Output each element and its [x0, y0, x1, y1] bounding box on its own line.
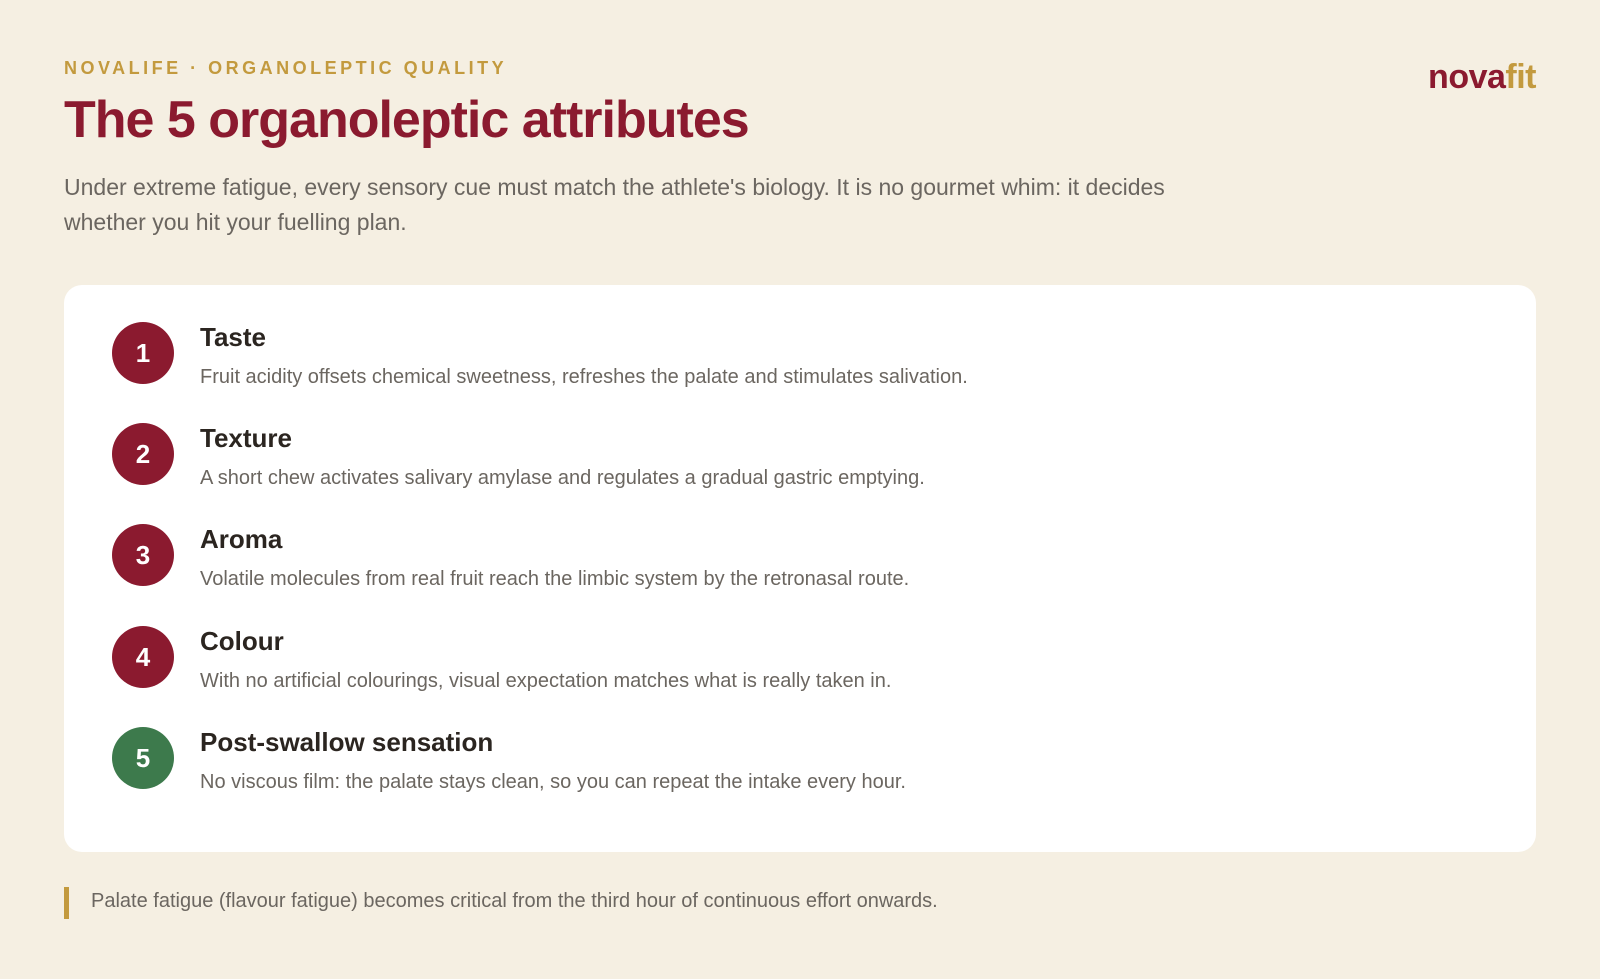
footnote: Palate fatigue (flavour fatigue) becomes critical from the third hour of continuous effort onwards. [91, 890, 938, 912]
attribute-name: Texture [200, 423, 292, 453]
logo-part-nova: nova [1428, 58, 1506, 96]
attribute-name: Post-swallow sensation [200, 727, 494, 757]
number-badge: 4 [112, 626, 174, 688]
attribute-description: No viscous film: the palate stays clean, so you can repeat the intake every hour. [200, 771, 906, 793]
attribute-name: Aroma [200, 524, 283, 554]
attribute-description: Fruit acidity offsets chemical sweetness, refreshes the palate and stimulates salivation. [200, 366, 968, 388]
attribute-name: Colour [200, 626, 284, 656]
number-badge: 5 [112, 727, 174, 789]
logo-part-fit: fit [1505, 58, 1536, 96]
eyebrow-label: NOVALIFE · ORGANOLEPTIC QUALITY [64, 58, 508, 78]
novafit-logo [1428, 58, 1536, 97]
attribute-description: A short chew activates salivary amylase and regulates a gradual gastric emptying. [200, 467, 925, 489]
footnote-accent-bar [64, 887, 69, 919]
attributes-card [64, 285, 1536, 852]
number-badge: 1 [112, 322, 174, 384]
page-subtitle: Under extreme fatigue, every sensory cue must match the athlete's biology. It is no gourmet whim: it decides whether you hit your fuelling plan. [64, 174, 1165, 235]
attribute-description: Volatile molecules from real fruit reach the limbic system by the retronasal route. [200, 568, 910, 590]
page-title: The 5 organoleptic attributes [64, 91, 749, 149]
number-badge: 2 [112, 423, 174, 485]
number-badge: 3 [112, 524, 174, 586]
attribute-name: Taste [200, 322, 266, 352]
attribute-description: With no artificial colourings, visual expectation matches what is really taken in. [200, 670, 892, 692]
